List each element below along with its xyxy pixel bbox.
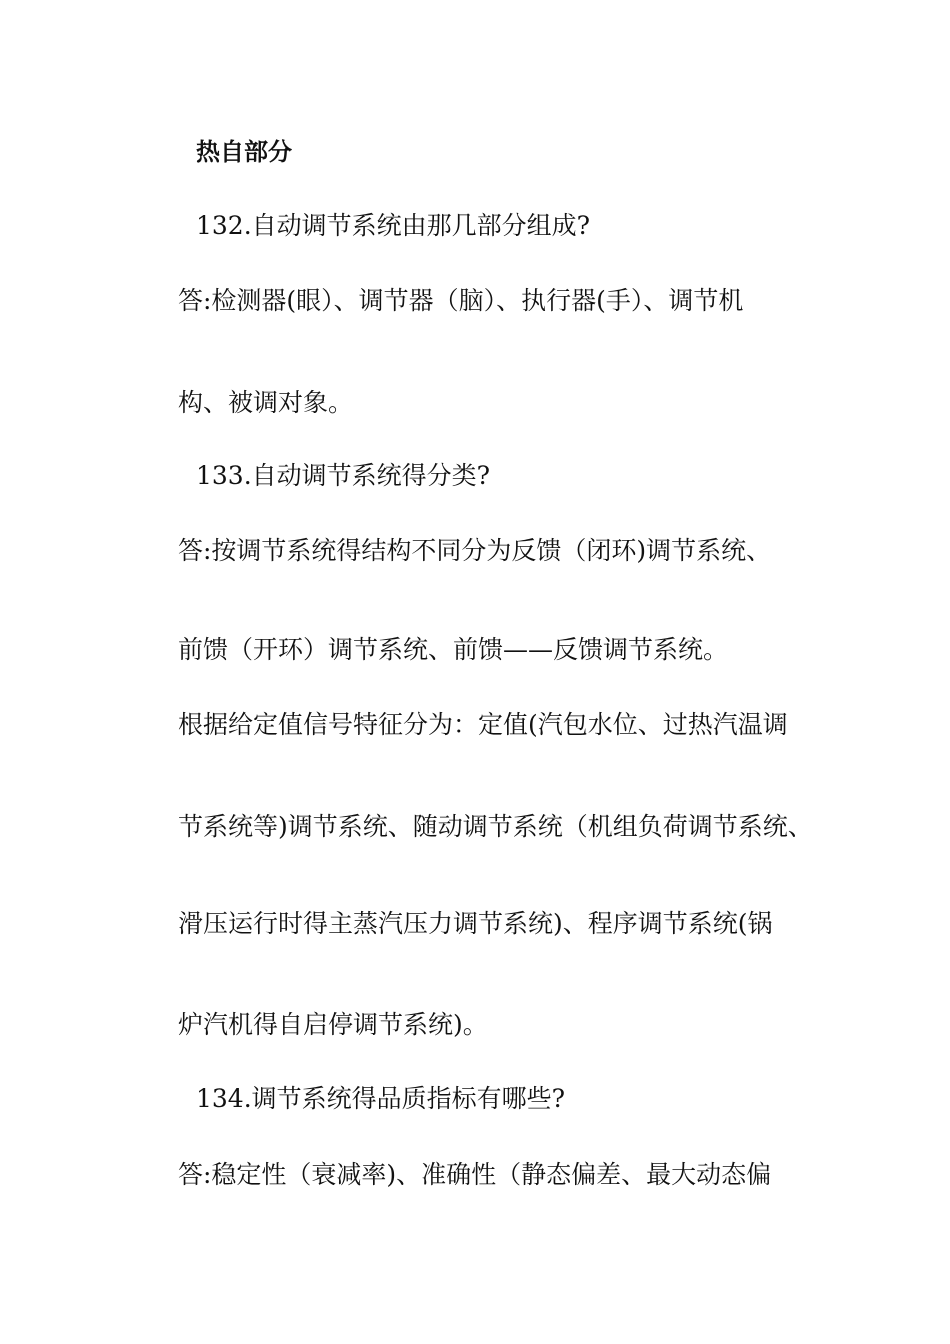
answer-133-line-4: 节系统等)调节系统、随动调节系统（机组负荷调节系统、 bbox=[178, 812, 813, 841]
question-134: 134.调节系统得品质指标有哪些? bbox=[196, 1084, 566, 1113]
answer-133-line-3: 根据给定值信号特征分为：定值(汽包水位、过热汽温调 bbox=[178, 710, 788, 739]
answer-132-line-2: 构、被调对象。 bbox=[178, 388, 354, 417]
answer-133-line-6: 炉汽机得自启停调节系统)。 bbox=[178, 1010, 488, 1039]
answer-133-line-5: 滑压运行时得主蒸汽压力调节系统)、程序调节系统(锅 bbox=[178, 909, 773, 938]
answer-134-line-1: 答:稳定性（衰减率)、准确性（静态偏差、最大动态偏 bbox=[178, 1160, 772, 1189]
question-133: 133.自动调节系统得分类? bbox=[196, 461, 491, 490]
section-title: 热自部分 bbox=[196, 138, 292, 166]
answer-133-line-1: 答:按调节系统得结构不同分为反馈（闭环)调节系统、 bbox=[178, 536, 772, 565]
question-132: 132.自动调节系统由那几部分组成? bbox=[196, 211, 591, 240]
answer-132-line-1: 答:检测器(眼）、调节器（脑）、执行器(手）、调节机 bbox=[178, 286, 744, 315]
answer-133-line-2: 前馈（开环）调节系统、前馈——反馈调节系统。 bbox=[178, 635, 729, 664]
